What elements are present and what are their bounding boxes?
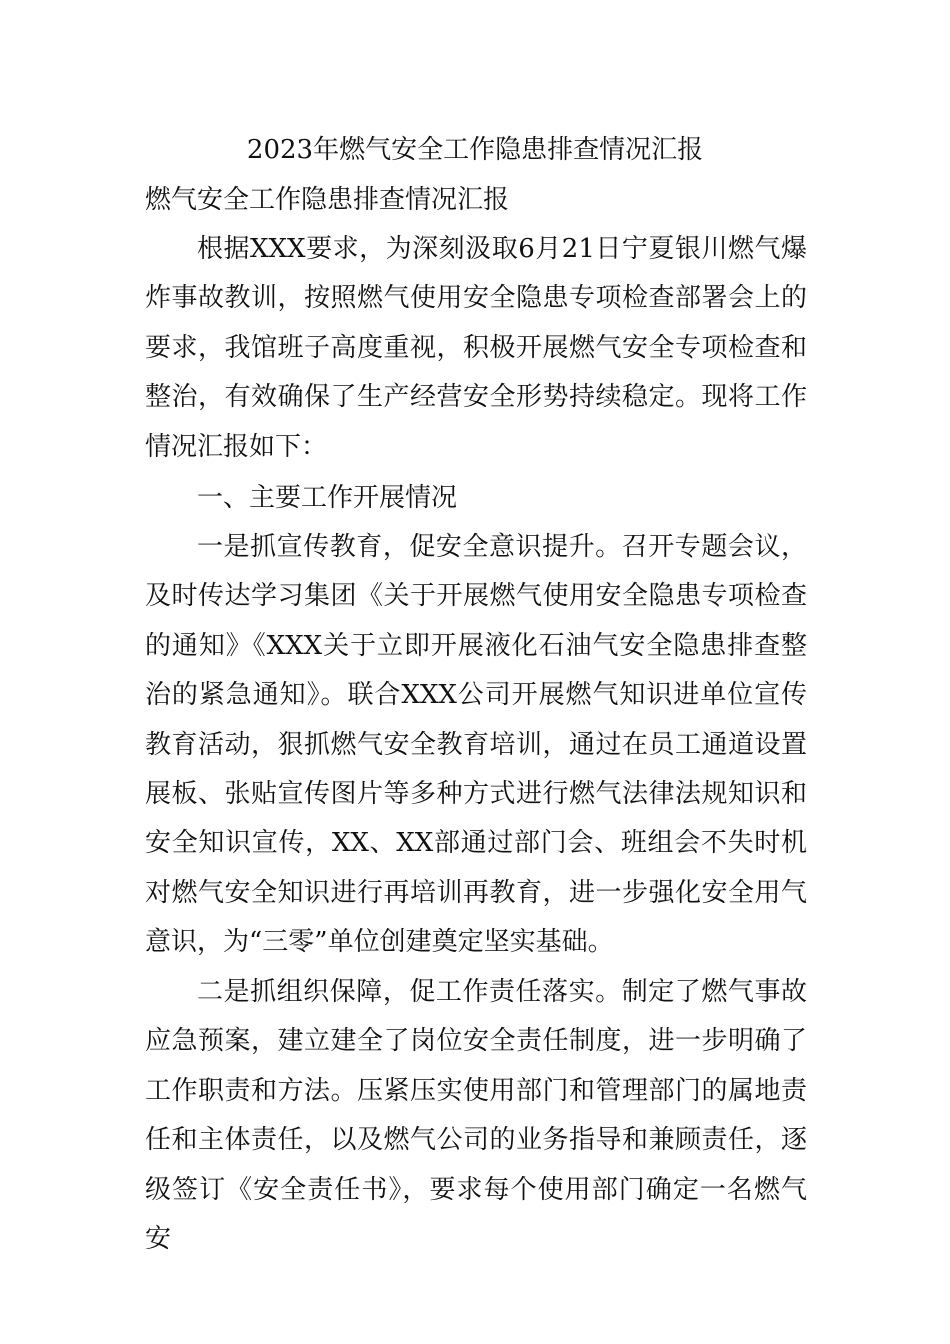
- paragraph-publicity-education: 一是抓宣传教育，促安全意识提升。召开专题会议，及时传达学习集团《关于开展燃气使用安全隐患专项检查的通知》《XXX关于立即开展液化石油气安全隐患排查整治的紧急通知》。联合XXX公司开展燃气知识进单位宣传教育活动，狠抓燃气安全教育培训，通过在员工通道设置展板、张贴宣传图片等多种方式进行燃气法律法规知识和安全知识宣传，XX、XX部通过部门会、班组会不失时机对燃气安全知识进行再培训再教育，进一步强化安全用气意识，为“三零”单位创建奠定坚实基础。: [145, 532, 807, 958]
- document-subtitle: 燃气安全工作隐患排查情况汇报: [145, 185, 510, 215]
- section-heading-main-work: 一、主要工作开展情况: [197, 483, 458, 513]
- document-title: 2023年燃气安全工作隐患排查情况汇报: [246, 135, 704, 165]
- paragraph-organization-guarantee: 二是抓组织保障，促工作责任落实。制定了燃气事故应急预案，建立建全了岗位安全责任制度，进一步明确了工作职责和方法。压紧压实使用部门和管理部门的属地责任和主体责任，以及燃气公司的业务指导和兼顾责任，逐级签订《安全责任书》，要求每个使用部门确定一名燃气安: [145, 977, 807, 1255]
- paragraph-intro: 根据XXX要求，为深刻汲取6月21日宁夏银川燃气爆炸事故教训，按照燃气使用安全隐患专项检查部署会上的要求，我馆班子高度重视，积极开展燃气安全专项检查和整治，有效确保了生产经营安全形势持续稳定。现将工作情况汇报如下：: [145, 234, 807, 462]
